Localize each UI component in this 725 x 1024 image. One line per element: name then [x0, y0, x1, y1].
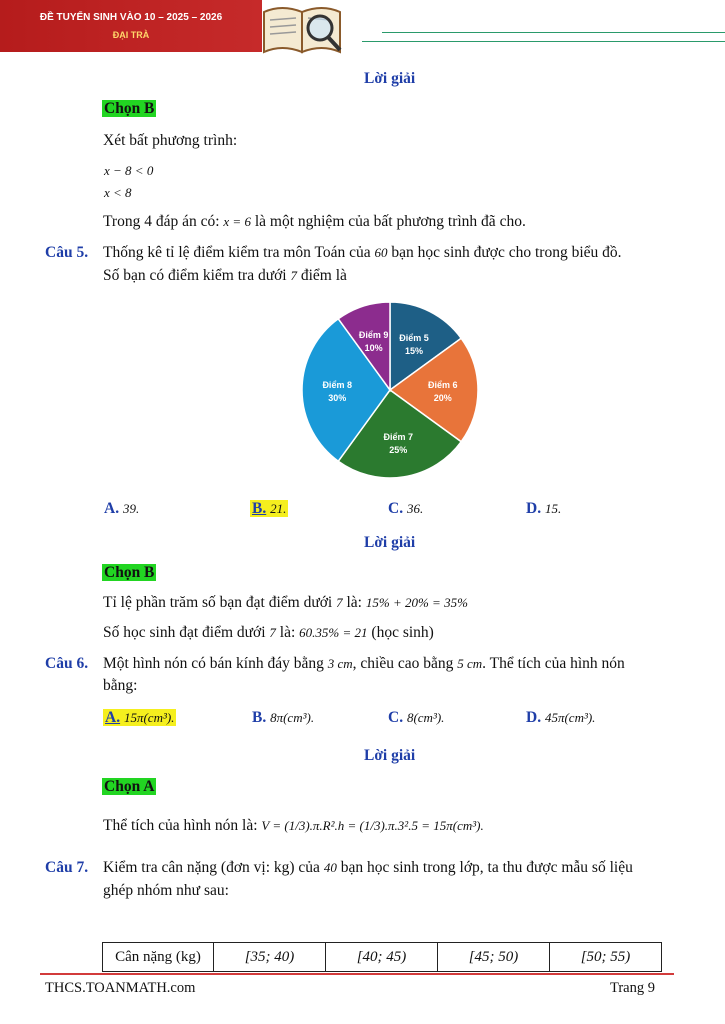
pie-chart: [300, 298, 480, 482]
option-c: C. 8(cm³).: [388, 709, 445, 726]
data-table: [102, 942, 662, 972]
solution-heading: Lời giải: [364, 70, 416, 87]
header-title: ĐỀ TUYỂN SINH VÀO 10 – 2025 – 2026: [39, 12, 223, 23]
pie-value-label: 15%: [404, 345, 423, 356]
table-row: [103, 943, 662, 972]
text-line: Thể tích của hình nón là: V = (1/3).π.R².h = (1/3).π.3².5 = 15π(cm³).: [103, 817, 484, 834]
math-step: x < 8: [104, 185, 132, 200]
pie-value-label: 25%: [389, 445, 408, 456]
table-cell: Cân nặng (kg): [103, 943, 214, 972]
solution-heading: Lời giải: [364, 534, 416, 551]
header-rule-mid: [362, 41, 725, 42]
pie-category-label: Điểm 8: [322, 380, 352, 390]
pie-category-label: Điểm 6: [428, 380, 458, 390]
footer-page-number: Trang 9: [610, 980, 655, 996]
option-c: C. 36.: [388, 500, 424, 517]
math-step: x − 8 < 0: [104, 163, 154, 178]
text-line: Số học sinh đạt điểm dưới 7 là: 60.35% = 21 (học sinh): [103, 624, 434, 641]
header-subtitle: ĐẠI TRÀ: [112, 30, 150, 40]
question-text: Số bạn có điểm kiểm tra dưới 7 điểm là: [103, 267, 347, 284]
table-cell: [40; 45): [326, 943, 438, 972]
answer-choice: Chọn B: [104, 564, 155, 581]
pie-value-label: 30%: [328, 393, 347, 403]
pie-value-label: 10%: [364, 342, 383, 353]
table-cell: [35; 40): [214, 943, 326, 972]
book-magnifier-icon: [258, 0, 348, 58]
option-b: B. 8π(cm³).: [252, 709, 315, 726]
option-d: D. 45π(cm³).: [526, 709, 596, 726]
volume-formula: V = (1/3).π.R².h = (1/3).π.3².5 = 15π(cm³).: [261, 818, 484, 833]
answer-choice: Chọn A: [104, 778, 155, 795]
option-a: A. 39.: [104, 500, 140, 517]
question-label: Câu 7.: [45, 859, 89, 876]
text-line: Tỉ lệ phần trăm số bạn đạt điểm dưới 7 là: 15% + 20% = 35%: [103, 594, 468, 611]
header-banner: [0, 0, 262, 52]
question-text: Thống kê tỉ lệ điểm kiểm tra môn Toán của 60 bạn học sinh được cho trong biểu đồ.: [103, 244, 622, 261]
option-a: A. 15π(cm³).: [105, 709, 175, 726]
option-b: B. 21.: [252, 500, 287, 517]
answer-choice: Chọn B: [104, 100, 155, 117]
question-text: ghép nhóm như sau:: [103, 882, 229, 899]
question-text: Một hình nón có bán kính đáy bằng 3 cm, chiều cao bằng 5 cm. Thể tích của hình nón: [103, 655, 625, 672]
question-text: Kiểm tra cân nặng (đơn vị: kg) của 40 bạn học sinh trong lớp, ta thu được mẫu số liệu: [103, 859, 633, 876]
question-label: Câu 6.: [45, 655, 89, 672]
pie-category-label: Điểm 5: [399, 332, 429, 343]
table-cell: [45; 50): [438, 943, 550, 972]
option-d: D. 15.: [526, 500, 562, 517]
text-line: Xét bất phương trình:: [103, 132, 238, 149]
footer-rule: [40, 973, 674, 975]
pie-category-label: Điểm 9: [358, 329, 389, 340]
question-text: bằng:: [103, 677, 138, 694]
pie-category-label: Điểm 7: [383, 432, 414, 443]
question-label: Câu 5.: [45, 244, 89, 261]
solution-heading: Lời giải: [364, 747, 416, 764]
table-cell: [50; 55): [550, 943, 662, 972]
header-rule-top: [382, 32, 725, 33]
text-line: Trong 4 đáp án có: x = 6 là một nghiệm của bất phương trình đã cho.: [103, 213, 526, 230]
footer-site: THCS.TOANMATH.com: [45, 980, 196, 996]
pie-value-label: 20%: [433, 393, 452, 403]
